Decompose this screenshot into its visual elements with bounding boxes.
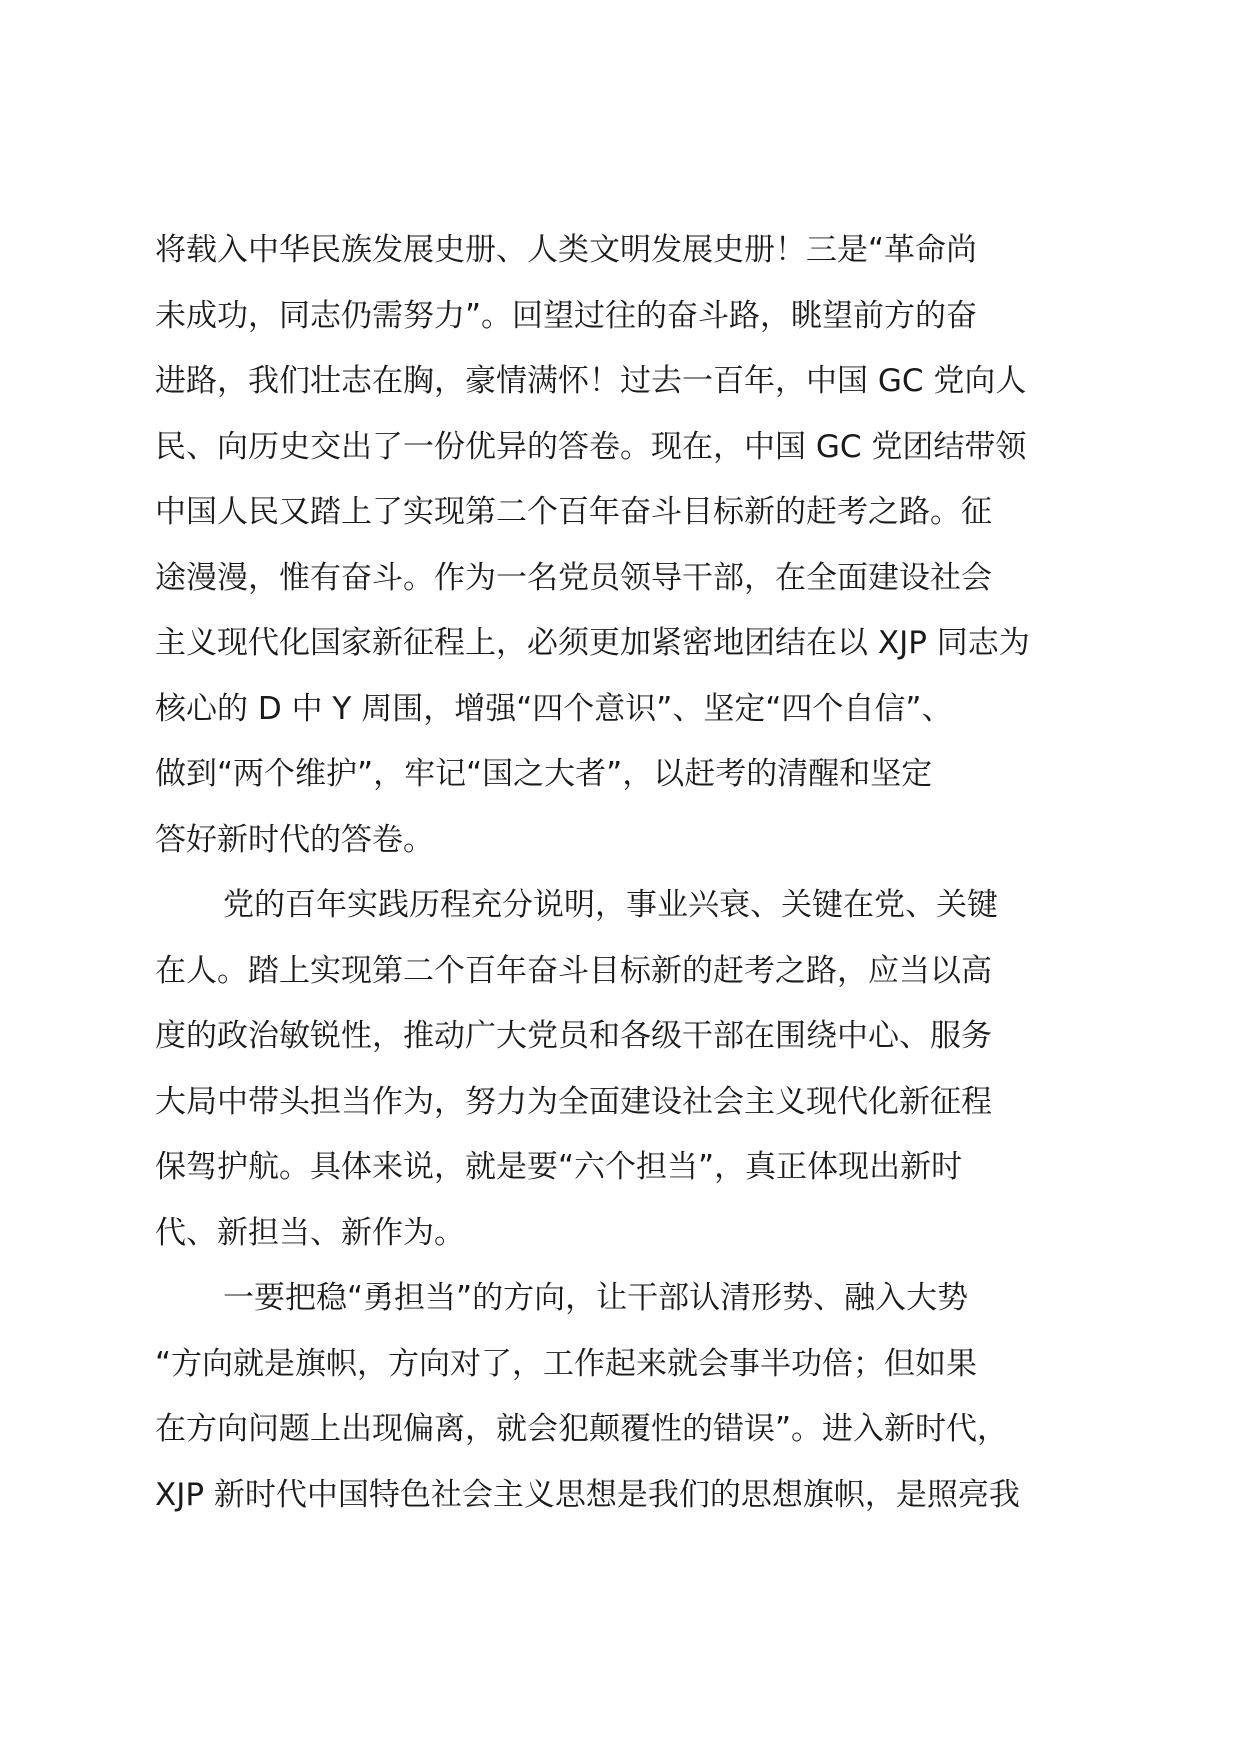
body-text: [155, 218, 1085, 1528]
text-line: 保驾护航。具体来说，就是要“六个担当”，真正体现出新时: [155, 1149, 963, 1185]
text-line: 做到“两个维护”，牢记“国之大者”，以赶考的清醒和坚定: [155, 756, 933, 792]
text-line: 一要把稳“勇担当”的方向，让干部认清形势、融入大势: [223, 1280, 969, 1316]
text-line: “方向就是旗帜，方向对了，工作起来就会事半功倍；但如果: [155, 1345, 978, 1382]
text-line: 将载入中华民族发展史册、人类文明发展史册！三是“革命尚: [155, 232, 978, 268]
text-line: 在人。踏上实现第二个百年奋斗目标新的赶考之路，应当以高: [155, 952, 992, 989]
text-line: 答好新时代的答卷。: [155, 821, 434, 858]
text-line: 民、向历史交出了一份优异的答卷。现在，中国 GC 党团结带领: [155, 428, 1027, 465]
text-line: 中国人民又踏上了实现第二个百年奋斗目标新的赶考之路。征: [155, 494, 992, 530]
text-line: 途漫漫，惟有奋斗。作为一名党员领导干部，在全面建设社会: [155, 559, 992, 596]
text-line: 党的百年实践历程充分说明，事业兴衰、关键在党、关键: [223, 887, 998, 923]
text-line: 代、新担当、新作为。: [155, 1214, 465, 1251]
text-line: XJP 新时代中国特色社会主义思想是我们的思想旗帜，是照亮我: [155, 1476, 1020, 1513]
text-line: 未成功，同志仍需努力”。回望过往的奋斗路，眺望前方的奋: [155, 297, 978, 334]
text-line: 核心的 D 中 Y 周围，增强“四个意识”、坚定“四个自信”、: [155, 690, 953, 727]
text-line: 主义现代化国家新征程上，必须更加紧密地团结在以 XJP 同志为: [155, 625, 1030, 661]
text-line: 度的政治敏锐性，推动广大党员和各级干部在围绕中心、服务: [155, 1018, 992, 1054]
text-line: 大局中带头担当作为，努力为全面建设社会主义现代化新征程: [155, 1083, 992, 1120]
text-line: 进路，我们壮志在胸，豪情满怀！过去一百年，中国 GC 党向人: [155, 363, 1027, 399]
text-line: 在方向问题上出现偏离，就会犯颠覆性的错误”。进入新时代，: [155, 1411, 1009, 1447]
